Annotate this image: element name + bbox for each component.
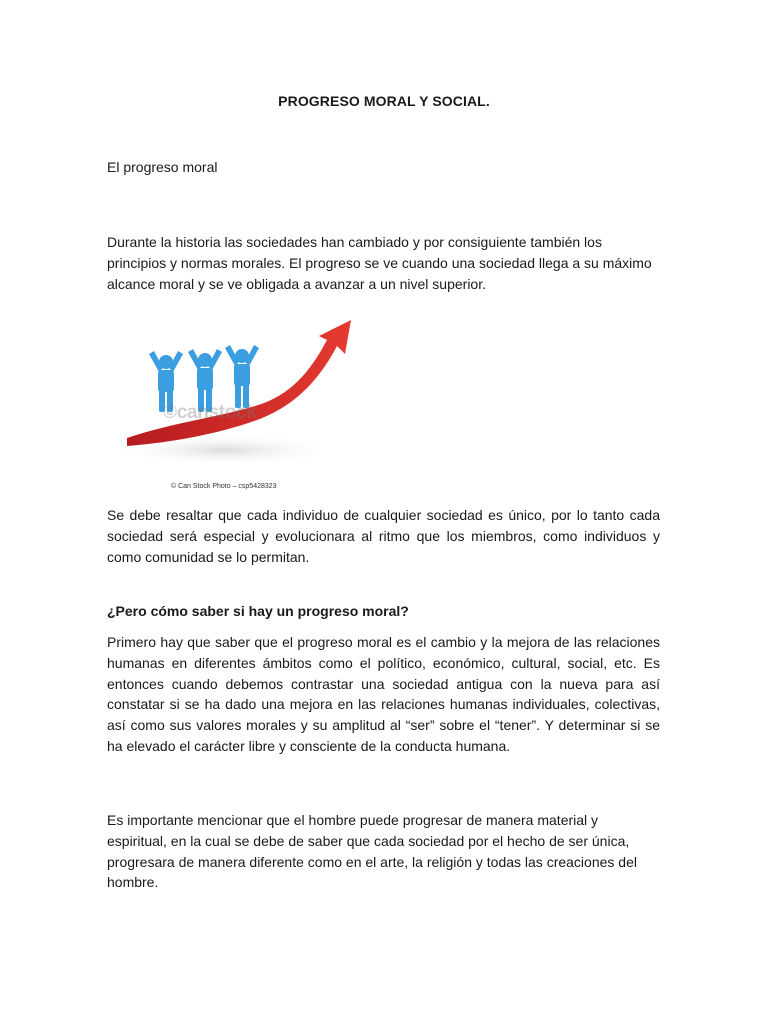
section-heading: El progreso moral (107, 159, 218, 175)
progress-illustration (105, 310, 360, 495)
paragraph-intro: Durante la historia las sociedades han cambiado y por consiguiente también los principios y normas morales. El progreso se ve cuando una sociedad llega a su máximo alcance moral y se ve obligada a avanzar a un nivel superior. (107, 234, 652, 292)
paragraph-individuals: Se debe resaltar que cada individuo de cualquier sociedad es único, por lo tanto cada sociedad será especial y evolucionara al ritmo que los miembros, como individuos y como comunidad se lo permitan. (107, 507, 660, 565)
watermark-text: ©canstock (163, 402, 257, 423)
paragraph-moral-progress: Primero hay que saber que el progreso moral es el cambio y la mejora de las relaciones humanas en diferentes ámbitos como el político, económico, cultural, social, etc. Es entonces cuando debemos contrastar una sociedad antigua con la nueva para así constatar si se ha dado una mejora en las relaciones humanas individuales, colectivas, así como sus valores morales y su amplitud al “ser” sobre el “tener”. Y determinar si se ha elevado el carácter libre y consciente de la conducta humana. (107, 634, 660, 754)
image-caption: © Can Stock Photo – csp5428323 (171, 483, 277, 490)
document-title: PROGRESO MORAL Y SOCIAL. (278, 93, 490, 109)
question-heading: ¿Pero cómo saber si hay un progreso moral? (107, 603, 409, 619)
paragraph-conclusion: Es importante mencionar que el hombre puede progresar de manera material y espiritual, en la cual se debe de saber que cada sociedad por el hecho de ser única, progresara de manera diferente como en el arte, la religión y todas las creaciones del hombre. (107, 812, 637, 891)
